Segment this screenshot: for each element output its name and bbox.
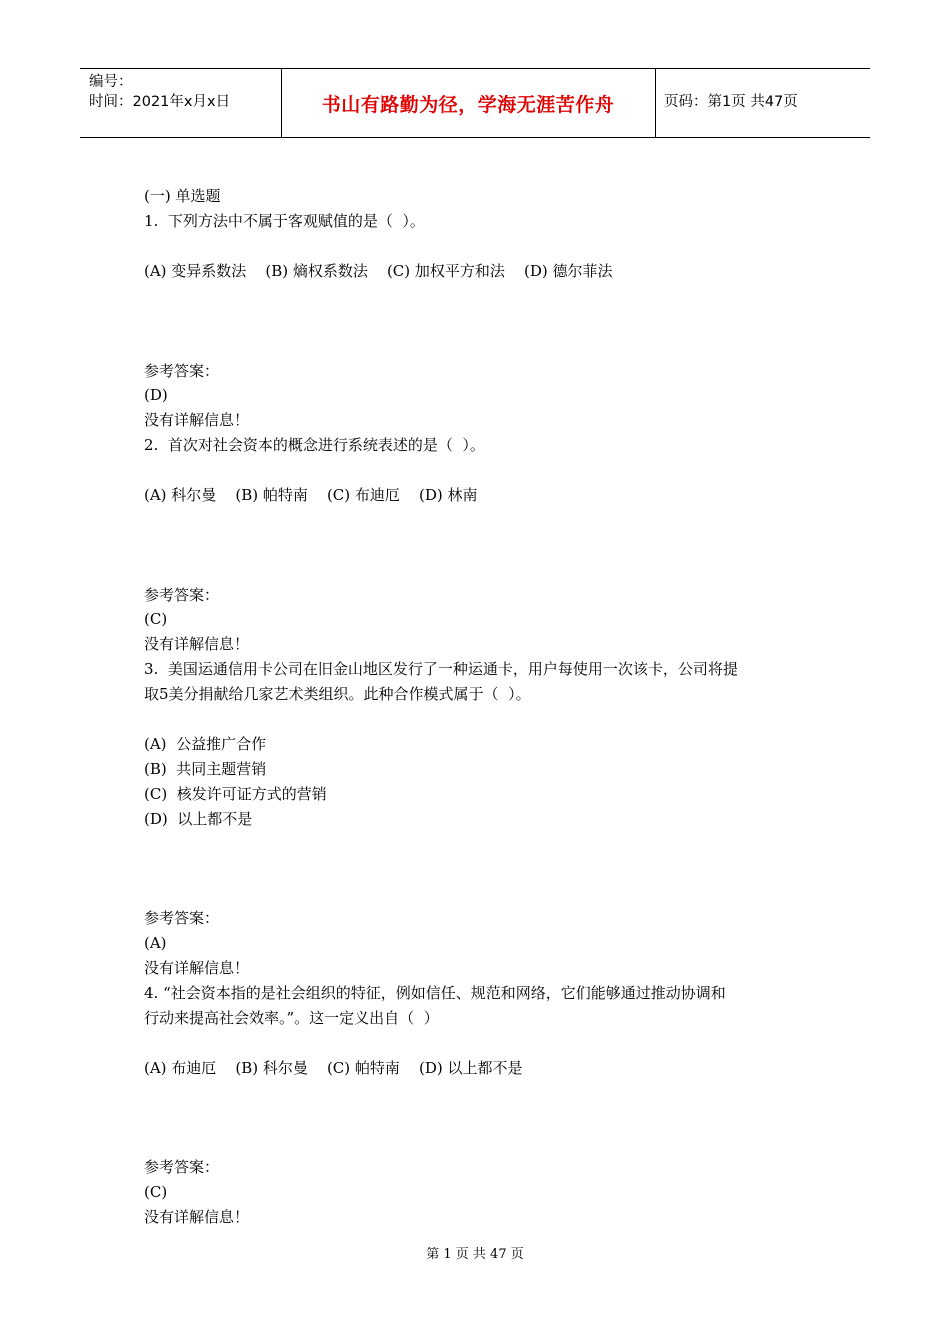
section-title: (一) 单选题 — [144, 187, 221, 205]
question-2-stem: 2. 首次对社会资本的概念进行系统表述的是（ ）。 — [144, 436, 485, 454]
question-2-explanation: 没有详解信息！ — [144, 635, 250, 653]
question-2-answer-label: 参考答案： — [144, 586, 220, 604]
question-3-stem-line-2: 取5美分捐献给几家艺术类组织。此种合作模式属于（ ）。 — [144, 685, 531, 703]
page-footer: 第 1 页 共 47 页 — [426, 1247, 524, 1262]
question-1-options: (A) 变异系数法 (B) 熵权系数法 (C) 加权平方和法 (D) 德尔菲法 — [144, 262, 613, 280]
question-3-option-d: (D) 以上都不是 — [144, 810, 253, 828]
page-header — [80, 68, 870, 138]
question-2-answer: (C) — [144, 610, 168, 628]
header-number-label: 编号： — [89, 74, 133, 90]
question-2-options: (A) 科尔曼 (B) 帕特南 (C) 布迪厄 (D) 林南 — [144, 486, 478, 504]
question-3-option-a: (A) 公益推广合作 — [144, 735, 267, 753]
question-3-option-c: (C) 核发许可证方式的营销 — [144, 785, 327, 803]
question-3-explanation: 没有详解信息！ — [144, 959, 250, 977]
question-4-answer: (C) — [144, 1183, 168, 1201]
question-4-options: (A) 布迪厄 (B) 科尔曼 (C) 帕特南 (D) 以上都不是 — [144, 1059, 523, 1077]
question-3-option-b: (B) 共同主题营销 — [144, 760, 267, 778]
header-divider-right — [655, 69, 656, 137]
question-3-stem-line-1: 3. 美国运通信用卡公司在旧金山地区发行了一种运通卡，用户每使用一次该卡，公司将提 — [144, 660, 738, 678]
question-4-explanation: 没有详解信息！ — [144, 1208, 250, 1226]
header-motto: 书山有路勤为径，学海无涯苦作舟 — [321, 93, 615, 116]
question-1-explanation: 没有详解信息！ — [144, 411, 250, 429]
question-1-answer-label: 参考答案： — [144, 362, 220, 380]
question-3-answer: (A) — [144, 934, 167, 952]
question-1-answer: (D) — [144, 386, 168, 404]
header-time-label: 时间：2021年x月x日 — [89, 94, 231, 110]
question-4-stem-line-1: 4. “社会资本指的是社会组织的特征，例如信任、规范和网络，它们能够通过推动协调和 — [144, 984, 726, 1002]
header-meta — [89, 72, 230, 112]
header-page-label: 页码：第1页 共47页 — [664, 94, 798, 110]
question-4-answer-label: 参考答案： — [144, 1158, 220, 1176]
question-3-answer-label: 参考答案： — [144, 909, 220, 927]
question-1-stem: 1. 下列方法中不属于客观赋值的是（ ）。 — [144, 212, 425, 230]
question-4-stem-line-2: 行动来提高社会效率。”。这一定义出自（ ） — [144, 1009, 439, 1027]
